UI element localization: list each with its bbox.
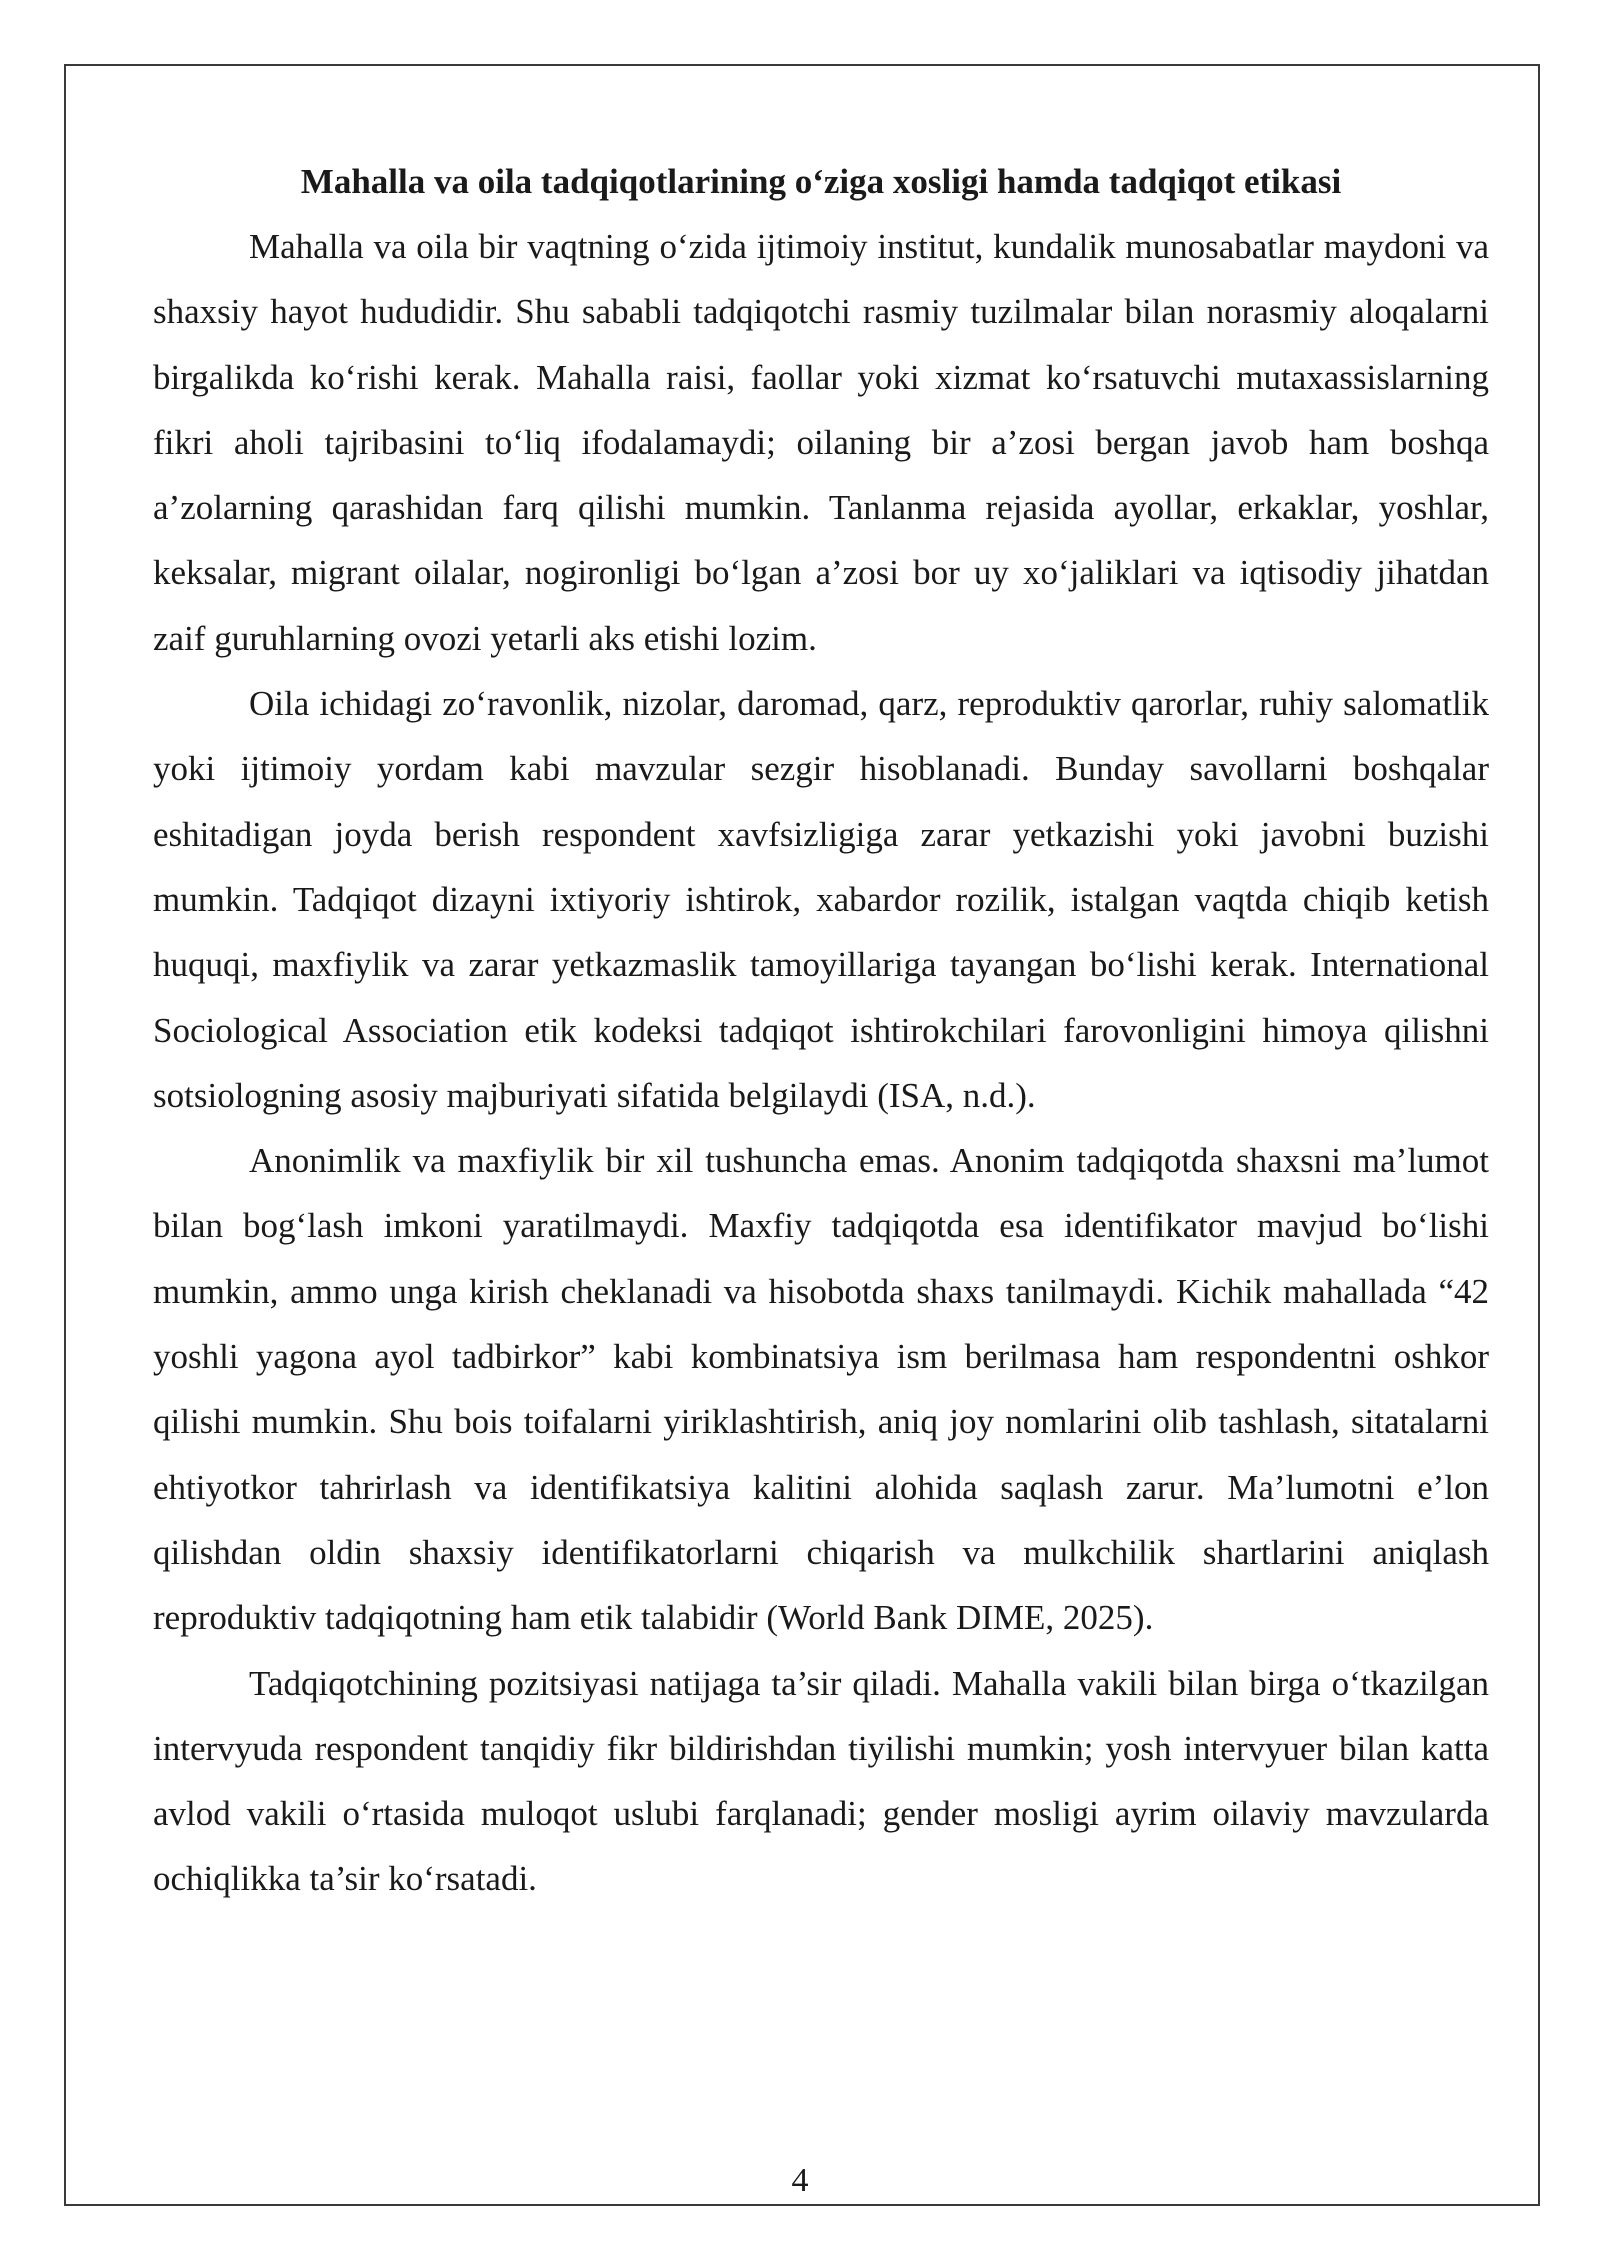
paragraph-2: Oila ichidagi zo‘ravonlik, nizolar, daromad, qarz, reproduktiv qarorlar, ruhiy salomatlik yoki ijtimoiy yordam kabi mavzular sezgir hisoblanadi. Bunday savollarni boshqalar eshitadigan joyda berish respondent xavfsizligiga zarar yetkazishi yoki javobni buzishi mumkin. Tadqiqot dizayni ixtiyoriy ishtirok, xabardor rozilik, istalgan vaqtda chiqib ketish huquqi, maxfiylik va zarar yetkazmaslik tamoyillariga tayangan bo‘lishi kerak. International Sociological Association etik kodeksi tadqiqot ishtirokchilari farovonligini himoya qilishni sotsiologning asosiy majburiyati sifatida belgilaydi (ISA, n.d.). [153,684,1489,1115]
paragraph-3: Anonimlik va maxfiylik bir xil tushuncha emas. Anonim tadqiqotda shaxsni ma’lumot bilan bog‘lash imkoni yaratilmaydi. Maxfiy tadqiqotda esa identifikator mavjud bo‘lishi mumkin, ammo unga kirish cheklanadi va hisobotda shaxs tanilmaydi. Kichik mahallada “42 yoshli yagona ayol tadbirkor” kabi kombinatsiya ism berilmasa ham respondentni oshkor qilishi mumkin. Shu bois toifalarni yiriklashtirish, aniq joy nomlarini olib tashlash, sitatalarni ehtiyotkor tahrirlash va identifikatsiya kalitini alohida saqlash zarur. Ma’lumotni e’lon qilishdan oldin shaxsiy identifikatorlarni chiqarish va mulkchilik shartlarini aniqlash reproduktiv tadqiqotning ham etik talabidir (World Bank DIME, 2025). [153,1141,1489,1638]
document-body [153,149,1489,1912]
paragraph-4: Tadqiqotchining pozitsiyasi natijaga ta’sir qiladi. Mahalla vakili bilan birga o‘tkazilgan intervyuda respondent tanqidiy fikr bildirishdan tiyilishi mumkin; yosh intervyuer bilan katta avlod vakili o‘rtasida muloqot uslubi farqlanadi; gender mosligi ayrim oilaviy mavzularda ochiqlikka ta’sir ko‘rsatadi. [153,1663,1489,1899]
paragraph-1: Mahalla va oila bir vaqtning o‘zida ijtimoiy institut, kundalik munosabatlar maydoni va shaxsiy hayot hududidir. Shu sababli tadqiqotchi rasmiy tuzilmalar bilan norasmiy aloqalarni birgalikda ko‘rishi kerak. Mahalla raisi, faollar yoki xizmat ko‘rsatuvchi mutaxassislarning fikri aholi tajribasini to‘liq ifodalamaydi; oilaning bir a’zosi bergan javob ham boshqa a’zolarning qarashidan farq qilishi mumkin. Tanlanma rejasida ayollar, erkaklar, yoshlar, keksalar, migrant oilalar, nogironligi bo‘lgan a’zosi bor uy xo‘jaliklari va iqtisodiy jihatdan zaif guruhlarning ovozi yetarli aks etishi lozim. [153,227,1489,658]
page-number: 4 [791,2162,809,2199]
document-title: Mahalla va oila tadqiqotlarining o‘ziga xosligi hamda tadqiqot etikasi [300,162,1342,201]
